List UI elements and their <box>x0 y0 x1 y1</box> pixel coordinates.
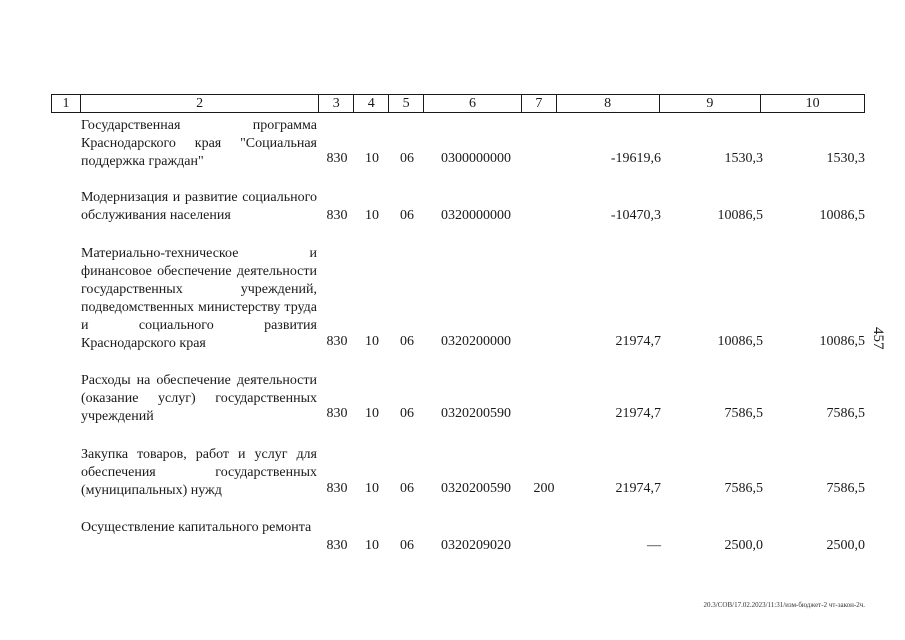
header-col-4: 4 <box>354 95 389 112</box>
table-header <box>51 94 865 113</box>
row-code-section: 10 <box>365 406 379 421</box>
row-description: Осуществление капитального ремонта <box>81 520 312 535</box>
row-code-section: 10 <box>365 208 379 223</box>
row-value-col8: — <box>647 538 661 553</box>
row-code-admin: 830 <box>326 151 348 166</box>
row-code-target: 0320000000 <box>441 208 511 223</box>
row-code-subsection: 06 <box>400 538 414 553</box>
row-description: Закупка товаров, работ и услуг для обеспечения государственных (муниципальных) нужд <box>81 447 317 498</box>
header-col-1: 1 <box>52 95 81 112</box>
row-code-admin: 830 <box>326 406 348 421</box>
row-value-col8: 21974,7 <box>615 406 661 421</box>
row-value-col9: 7586,5 <box>724 481 763 496</box>
row-value-col10: 1530,3 <box>826 151 865 166</box>
header-col-6: 6 <box>424 95 522 112</box>
row-description: Модернизация и развитие социального обслуживания населения <box>81 190 317 223</box>
row-value-col10: 7586,5 <box>826 481 865 496</box>
row-code-target: 0320200590 <box>441 481 511 496</box>
page-number: 457 <box>870 327 886 350</box>
row-code-admin: 830 <box>326 481 348 496</box>
row-code-section: 10 <box>365 481 379 496</box>
row-description: Материально-техническое и финансовое обеспечение деятельности государственных учреждений, подведомственных министерству труда и социального развития Краснодарского края <box>81 246 317 351</box>
row-value-col9: 10086,5 <box>717 208 763 223</box>
row-value-col8: -10470,3 <box>610 208 661 223</box>
row-code-type: 200 <box>533 481 555 496</box>
row-code-subsection: 06 <box>400 481 414 496</box>
row-value-col8: -19619,6 <box>610 151 661 166</box>
row-value-col8: 21974,7 <box>615 334 661 349</box>
row-code-subsection: 06 <box>400 208 414 223</box>
row-code-admin: 830 <box>326 334 348 349</box>
row-code-subsection: 06 <box>400 334 414 349</box>
row-value-col9: 7586,5 <box>724 406 763 421</box>
row-description: Расходы на обеспечение деятельности (оказание услуг) государственных учреждений <box>81 373 317 424</box>
row-value-col8: 21974,7 <box>615 481 661 496</box>
row-code-target: 0320200590 <box>441 406 511 421</box>
row-code-target: 0320209020 <box>441 538 511 553</box>
row-value-col9: 1530,3 <box>724 151 763 166</box>
row-code-target: 0300000000 <box>441 151 511 166</box>
row-code-admin: 830 <box>326 208 348 223</box>
document-footer-code: 20.3/СОВ/17.02.2023/11:31/изм-бюджет-2 чт-закон-2ч. <box>703 601 865 609</box>
row-code-subsection: 06 <box>400 151 414 166</box>
header-col-9: 9 <box>660 95 762 112</box>
row-code-subsection: 06 <box>400 406 414 421</box>
row-code-section: 10 <box>365 538 379 553</box>
header-col-2: 2 <box>81 95 319 112</box>
row-code-section: 10 <box>365 151 379 166</box>
row-code-section: 10 <box>365 334 379 349</box>
row-value-col9: 2500,0 <box>724 538 763 553</box>
row-value-col10: 10086,5 <box>819 208 865 223</box>
row-code-target: 0320200000 <box>441 334 511 349</box>
row-value-col10: 7586,5 <box>826 406 865 421</box>
header-col-10: 10 <box>805 96 820 111</box>
header-col-5: 5 <box>389 95 424 112</box>
row-value-col10: 10086,5 <box>819 334 865 349</box>
header-col-8: 8 <box>557 95 660 112</box>
row-code-admin: 830 <box>326 538 348 553</box>
row-value-col9: 10086,5 <box>717 334 763 349</box>
header-col-7: 7 <box>522 95 557 112</box>
row-value-col10: 2500,0 <box>826 538 865 553</box>
row-description: Государственная программа Краснодарского края "Социальная поддержка граждан" <box>81 118 317 169</box>
header-col-3: 3 <box>319 95 354 112</box>
